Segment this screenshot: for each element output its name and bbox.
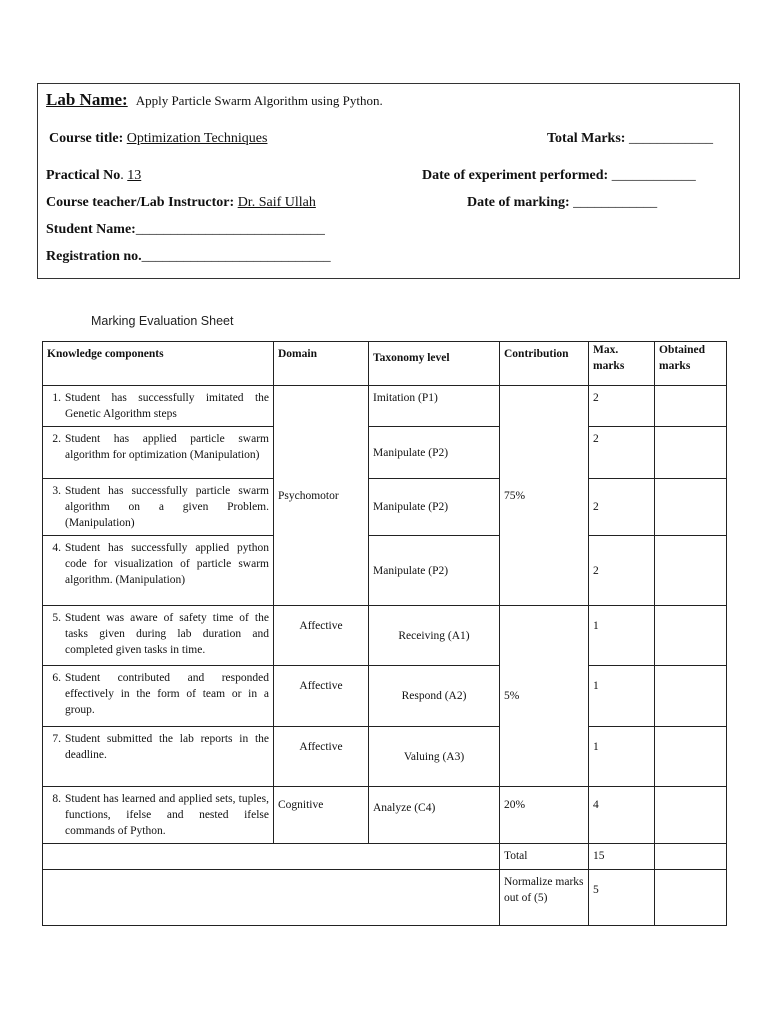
lab-name-row — [46, 90, 383, 110]
student-name-row — [46, 222, 325, 238]
header-obtained-marks: Obtained marks — [655, 342, 727, 386]
table-row — [43, 427, 727, 479]
practical-row — [46, 168, 141, 184]
lab-name-label: Lab Name: — [46, 90, 128, 109]
date-performed-label: Date of experiment performed: — [422, 168, 609, 183]
total-empty-cell — [43, 844, 500, 870]
table-row — [43, 606, 727, 666]
max-marks-cell: 2 — [589, 386, 655, 427]
practical-dot: . — [120, 168, 124, 183]
lab-name-value: Apply Particle Swarm Algorithm using Python. — [135, 93, 383, 108]
date-performed-blank: ____________ — [611, 168, 696, 183]
obtained-marks-input[interactable] — [655, 386, 727, 427]
knowledge-cell — [43, 479, 274, 536]
knowledge-cell — [43, 787, 274, 844]
item-text: Student has successfully particle swarm algorithm on a given Problem. (Manipulation) — [65, 485, 269, 529]
student-name-label: Student Name: — [46, 222, 136, 237]
obtained-marks-input[interactable] — [655, 606, 727, 666]
knowledge-cell — [43, 727, 274, 787]
date-marking-row — [467, 195, 657, 211]
total-marks-row — [547, 131, 713, 147]
domain-cell: Cognitive — [274, 787, 369, 844]
domain-cell: Affective — [274, 727, 369, 787]
item-number: 8. — [52, 793, 61, 805]
knowledge-cell — [43, 427, 274, 479]
marking-evaluation-table — [42, 341, 727, 926]
max-marks-cell: 2 — [589, 427, 655, 479]
domain-cell: Affective — [274, 666, 369, 727]
registration-blank: ___________________________ — [141, 249, 331, 264]
table-row — [43, 787, 727, 844]
max-marks-cell: 2 — [589, 479, 655, 536]
item-text: Student was aware of safety time of the tasks given during lab duration and completed given tasks in time. — [65, 612, 269, 656]
normalize-obtained-input[interactable] — [655, 870, 727, 926]
normalize-label: Normalize marks out of (5) — [500, 870, 589, 926]
item-number: 6. — [52, 672, 61, 684]
obtained-marks-input[interactable] — [655, 427, 727, 479]
course-title-value: Optimization Techniques — [126, 131, 268, 146]
instructor-row — [46, 195, 316, 211]
practical-value: 13 — [127, 168, 142, 183]
item-number: 1. — [52, 392, 61, 404]
normalize-row — [43, 870, 727, 926]
date-performed-row — [422, 168, 696, 184]
date-marking-blank: ____________ — [573, 195, 658, 210]
item-text: Student has applied particle swarm algorithm for optimization (Manipulation) — [65, 433, 269, 461]
item-text: Student submitted the lab reports in the deadline. — [65, 733, 269, 761]
item-number: 4. — [52, 542, 61, 554]
obtained-marks-input[interactable] — [655, 479, 727, 536]
item-number: 7. — [52, 733, 61, 745]
knowledge-cell — [43, 536, 274, 606]
normalize-value: 5 — [589, 870, 655, 926]
max-marks-cell: 1 — [589, 606, 655, 666]
obtained-marks-input[interactable] — [655, 727, 727, 787]
table-row — [43, 536, 727, 606]
obtained-marks-input[interactable] — [655, 536, 727, 606]
instructor-label: Course teacher/Lab Instructor: — [46, 195, 235, 210]
header-taxonomy-level: Taxonomy level — [369, 342, 500, 386]
max-marks-cell: 2 — [589, 536, 655, 606]
course-title-row — [49, 131, 267, 147]
student-name-blank: ___________________________ — [135, 222, 325, 237]
table-row — [43, 727, 727, 787]
psychomotor-domain-cell: Psychomotor — [274, 386, 369, 606]
item-number: 5. — [52, 612, 61, 624]
header-max-marks: Max. marks — [589, 342, 655, 386]
knowledge-cell — [43, 386, 274, 427]
registration-row — [46, 249, 331, 265]
taxonomy-cell: Manipulate (P2) — [369, 427, 500, 479]
total-marks-blank: ____________ — [628, 131, 713, 146]
table-row — [43, 666, 727, 727]
sheet-caption: Marking Evaluation Sheet — [91, 314, 234, 328]
total-label: Total — [500, 844, 589, 870]
instructor-value: Dr. Saif Ullah — [237, 195, 316, 210]
total-value: 15 — [589, 844, 655, 870]
max-marks-cell: 1 — [589, 727, 655, 787]
table-row — [43, 479, 727, 536]
obtained-marks-input[interactable] — [655, 666, 727, 727]
affective-contribution-cell: 5% — [500, 606, 589, 787]
contribution-cell: 20% — [500, 787, 589, 844]
header-knowledge-components: Knowledge components — [43, 342, 274, 386]
taxonomy-cell: Receiving (A1) — [369, 606, 500, 666]
table-header-row — [43, 342, 727, 386]
psychomotor-contribution-cell: 75% — [500, 386, 589, 606]
knowledge-cell — [43, 666, 274, 727]
max-marks-cell: 1 — [589, 666, 655, 727]
item-text: Student has successfully applied python code for visualization of particle swarm algorithm. (Manipulation) — [65, 542, 269, 586]
taxonomy-cell: Imitation (P1) — [369, 386, 500, 427]
header-domain: Domain — [274, 342, 369, 386]
item-text: Student has learned and applied sets, tuples, functions, ifelse and nested ifelse commands of Python. — [65, 793, 269, 837]
taxonomy-cell: Manipulate (P2) — [369, 536, 500, 606]
taxonomy-cell: Valuing (A3) — [369, 727, 500, 787]
course-title-label: Course title: — [49, 131, 124, 146]
domain-cell: Affective — [274, 606, 369, 666]
item-text: Student contributed and responded effectively in the form of team or in a group. — [65, 672, 269, 716]
max-marks-cell: 4 — [589, 787, 655, 844]
practical-label: Practical No — [46, 168, 121, 183]
taxonomy-cell: Analyze (C4) — [369, 787, 500, 844]
normalize-empty-cell — [43, 870, 500, 926]
table-row — [43, 386, 727, 427]
total-obtained-input[interactable] — [655, 844, 727, 870]
item-number: 2. — [52, 433, 61, 445]
item-number: 3. — [52, 485, 61, 497]
taxonomy-cell: Manipulate (P2) — [369, 479, 500, 536]
registration-label: Registration no. — [46, 249, 142, 264]
taxonomy-cell: Respond (A2) — [369, 666, 500, 727]
obtained-marks-input[interactable] — [655, 787, 727, 844]
total-marks-label: Total Marks: — [547, 131, 626, 146]
header-contribution: Contribution — [500, 342, 589, 386]
date-marking-label: Date of marking: — [467, 195, 570, 210]
item-text: Student has successfully imitated the Genetic Algorithm steps — [65, 392, 269, 420]
knowledge-cell — [43, 606, 274, 666]
total-row — [43, 844, 727, 870]
